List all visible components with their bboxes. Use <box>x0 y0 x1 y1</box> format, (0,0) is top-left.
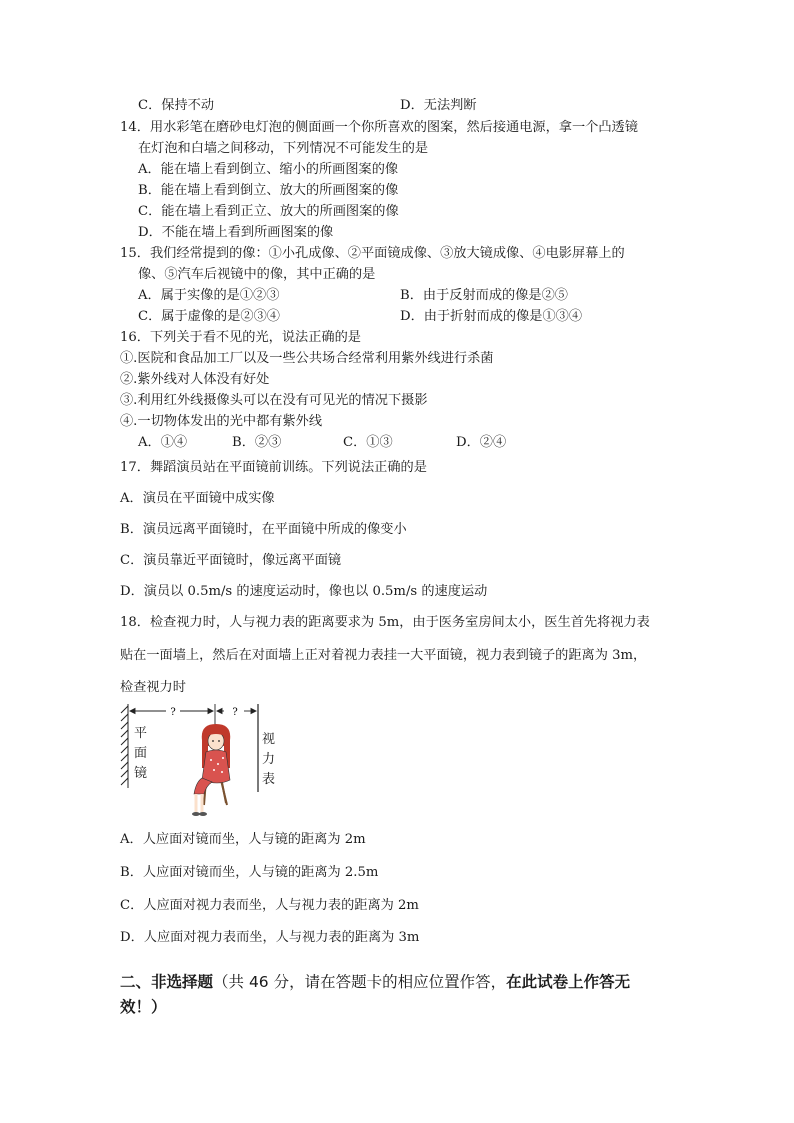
q17-option-b: B．演员远离平面镜时，在平面镜中所成的像变小 <box>120 522 407 537</box>
q18-stem-line3: 检查视力时 <box>120 680 186 695</box>
distance-unknown-label-2: ? <box>232 707 238 718</box>
mirror-label: 平面镜 <box>134 726 148 781</box>
q14-option-b: B．能在墙上看到倒立、放大的所画图案的像 <box>138 183 399 198</box>
eye-test-figure <box>118 700 288 825</box>
section-2-heading <box>120 971 630 993</box>
q16-statement-4: ④.一切物体发出的光中都有紫外线 <box>120 414 323 429</box>
q15-stem-line2: 像、⑤汽车后视镜中的像，其中正确的是 <box>138 267 376 282</box>
eye-chart-label: 视力表 <box>262 732 276 787</box>
q15-option-b: B．由于反射而成的像是②⑤ <box>400 288 568 303</box>
q18-option-c: C．人应面对视力表而坐，人与视力表的距离为 2m <box>120 898 419 913</box>
q15-option-a: A．属于实像的是①②③ <box>138 288 280 303</box>
section-2-heading-line2 <box>120 996 167 1018</box>
q16-option-c: C．①③ <box>343 435 393 450</box>
q17-option-a: A．演员在平面镜中成实像 <box>120 491 275 506</box>
q15-option-d: D．由于折射而成的像是①③④ <box>400 309 583 324</box>
q14-stem-line2: 在灯泡和白墙之间移动，下列情况不可能发生的是 <box>138 141 429 156</box>
q16-option-b: B．②③ <box>232 435 282 450</box>
q14-stem-line1: 14．用水彩笔在磨砂电灯泡的侧面画一个你所喜欢的图案，然后接通电源，拿一个凸透镜 <box>120 120 638 135</box>
q14-option-d: D．不能在墙上看到所画图案的像 <box>138 225 334 240</box>
q15-option-c: C．属于虚像的是②③④ <box>138 309 280 324</box>
q14-option-c: C．能在墙上看到正立、放大的所画图案的像 <box>138 204 399 219</box>
q14-option-a: A．能在墙上看到倒立、缩小的所画图案的像 <box>138 162 399 177</box>
q17-option-d: D．演员以 0.5m/s 的速度运动时，像也以 0.5m/s 的速度运动 <box>120 584 488 599</box>
mirror-wall <box>121 704 128 788</box>
q18-stem-line1: 18．检查视力时，人与视力表的距离要求为 5m，由于医务室房间太小，医生首先将视力表 <box>120 615 650 630</box>
section-2-bold-note-end: 效！） <box>120 998 167 1016</box>
q18-option-d: D．人应面对视力表而坐，人与视力表的距离为 3m <box>120 930 420 945</box>
q16-option-a: A．①④ <box>138 435 188 450</box>
q16-stem: 16．下列关于看不见的光，说法正确的是 <box>120 330 361 345</box>
q16-statement-3: ③.利用红外线摄像头可以在没有可见光的情况下摄影 <box>120 393 428 408</box>
q16-statement-1: ①.医院和食品加工厂以及一些公共场合经常利用紫外线进行杀菌 <box>120 351 494 366</box>
person-illustration <box>192 724 230 816</box>
section-2-title: 二、非选择题 <box>120 973 214 991</box>
q16-statement-2: ②.紫外线对人体没有好处 <box>120 372 270 387</box>
q18-stem-line2: 贴在一面墙上，然后在对面墙上正对着视力表挂一大平面镜，视力表到镜子的距离为 3m， <box>120 648 647 663</box>
q16-option-d: D．②④ <box>456 435 507 450</box>
q18-option-a: A．人应面对镜而坐，人与镜的距离为 2m <box>120 832 366 847</box>
distance-unknown-label-1: ? <box>170 707 176 718</box>
q17-option-c: C．演员靠近平面镜时，像远离平面镜 <box>120 553 342 568</box>
q13-option-c: C．保持不动 <box>138 98 215 113</box>
section-2-bold-note: 在此试卷上作答无 <box>506 973 631 991</box>
section-2-note: （共 46 分，请在答题卡的相应位置作答， <box>213 973 507 991</box>
q17-stem: 17．舞蹈演员站在平面镜前训练。下列说法正确的是 <box>120 460 427 475</box>
q13-option-d: D．无法判断 <box>400 98 477 113</box>
q15-stem-line1: 15．我们经常提到的像：①小孔成像、②平面镜成像、③放大镜成像、④电影屏幕上的 <box>120 246 625 261</box>
q18-option-b: B．人应面对镜而坐，人与镜的距离为 2.5m <box>120 865 379 880</box>
